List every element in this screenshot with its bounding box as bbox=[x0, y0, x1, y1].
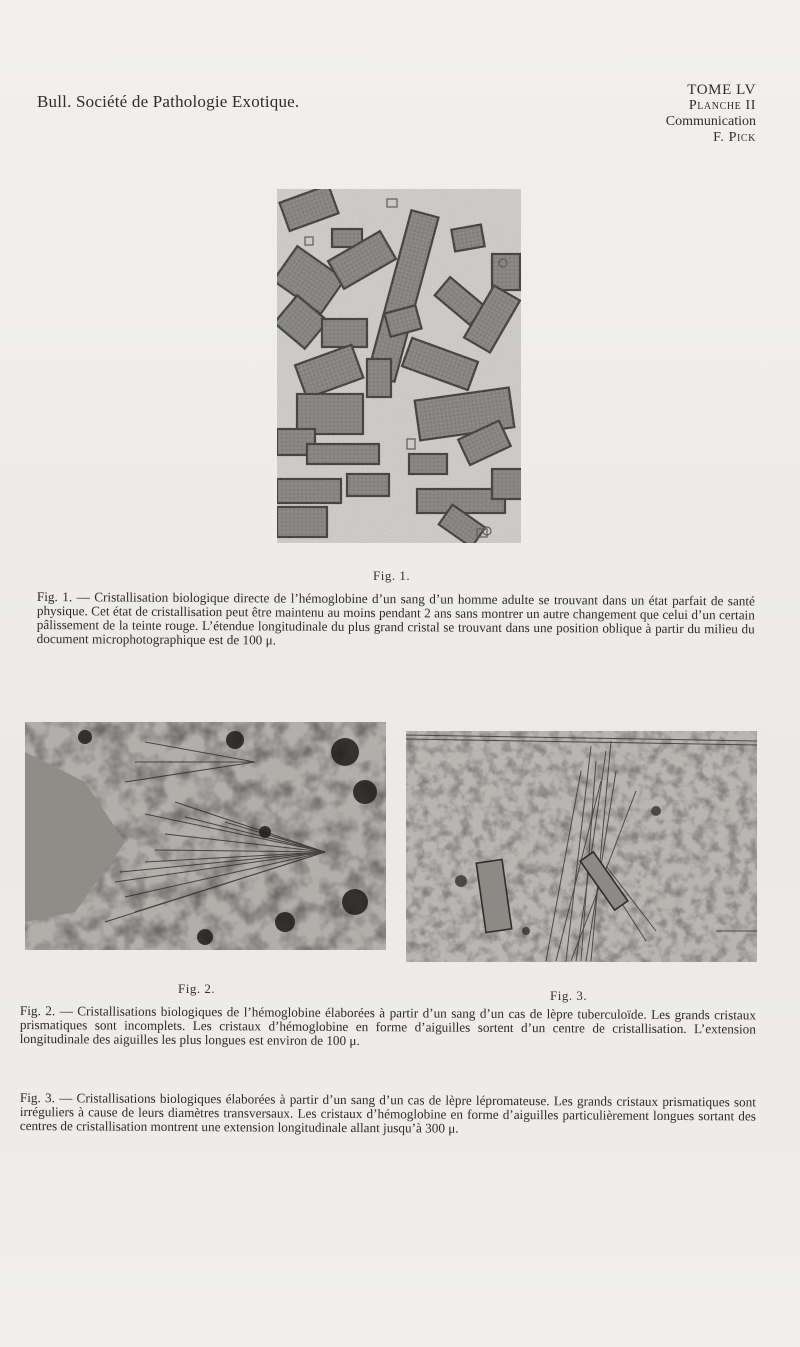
figure-2-micrograph bbox=[25, 722, 386, 950]
figure-2-caption-text: Fig. 2. — Cristallisations biologiques de l’hémoglobine élaborées à partir d’un sang d’un cas de lèpre tuberculoïde. Les grands cristaux prismatiques sont incomplets. Les cristaux d’hémoglobine en forme d’aiguilles sortent d’un centre de cristallisation. L’extension longitudinale des aiguilles les plus longues est environ de 100 μ. bbox=[19, 1003, 756, 1049]
figure-2-caption bbox=[20, 1004, 756, 1050]
communication-label: Communication bbox=[665, 114, 756, 129]
plate-number: Planche II bbox=[688, 98, 756, 113]
figure-2-label: Fig. 2. bbox=[178, 981, 216, 996]
figure-3-micrograph bbox=[406, 731, 757, 962]
figure-1-caption-text: Fig. 1. — Cristallisation biologique directe de l’hémoglobine d’un sang d’un homme adulte se trouvant dans un état parfait de santé physique. Cet état de cristallisation peut être maintenu au moins pendant 2 ans sans montrer un autre changement que celui d’un certain pâlissement de la teinte rouge. L’étendue longitudinale du plus grand cristal se trouvant dans une position oblique à partir du milieu du document microphotographique est de 100 μ. bbox=[36, 589, 755, 648]
figure-3-label: Fig. 3. bbox=[550, 988, 588, 1003]
figure-3-caption bbox=[20, 1091, 756, 1137]
figure-1-caption bbox=[37, 590, 755, 650]
figure-3-caption-text: Fig. 3. — Cristallisations biologiques élaborées à partir d’un sang d’un cas de lèpre lépromateuse. Les grands cristaux prismatiques sont irréguliers à cause de leurs diamètres transversaux. Les cristaux d’hémoglobine en forme d’aiguilles particulièrement longues sortant des centres de cristallisation montrent une extension longitudinale allant jusqu’à 300 μ. bbox=[19, 1090, 756, 1136]
tome-number: TOME LV bbox=[687, 82, 756, 98]
plate-header bbox=[576, 82, 756, 146]
figure-1-micrograph bbox=[277, 189, 521, 543]
journal-title: Bull. Société de Pathologie Exotique. bbox=[37, 92, 300, 111]
figure-1-label: Fig. 1. bbox=[373, 568, 411, 583]
author-name: F. Pick bbox=[713, 130, 756, 145]
